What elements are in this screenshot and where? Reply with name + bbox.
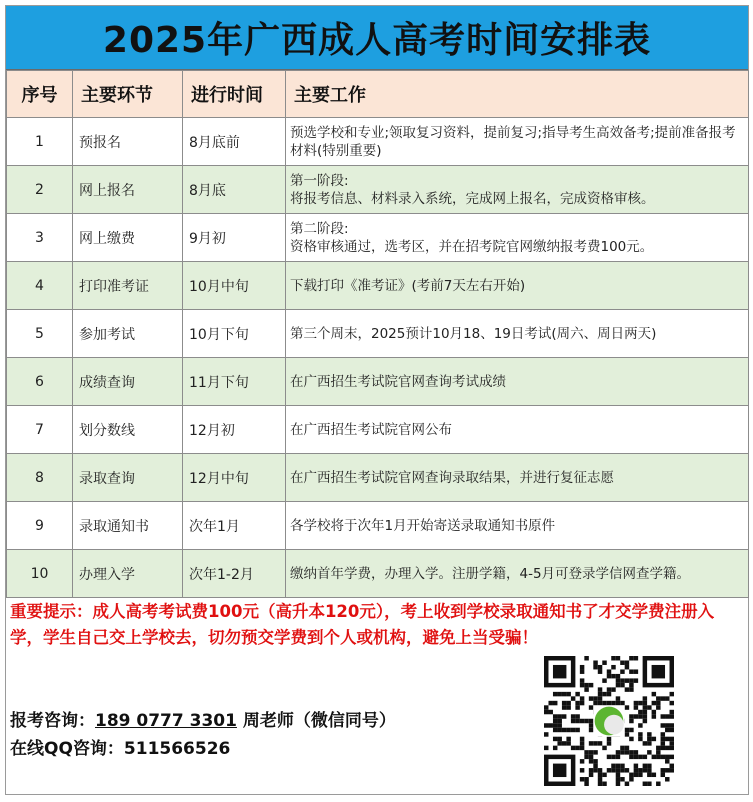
- row-no: 2: [7, 166, 73, 214]
- row-stage: 办理入学: [73, 550, 183, 598]
- row-no: 3: [7, 214, 73, 262]
- header-no: 序号: [7, 71, 73, 118]
- row-work: 在广西招生考试院官网查询录取结果，并进行复征志愿: [286, 454, 749, 502]
- row-work: 第一阶段: 将报考信息、材料录入系统，完成网上报名，完成资格审核。: [286, 166, 749, 214]
- page-title: 2025年广西成人高考时间安排表: [6, 6, 748, 70]
- important-notice: 重要提示：成人高考考试费100元（高升本120元），考上收到学校录取通知书了才交学费注册入学，学生自己交上学校去，切勿预交学费到个人或机构，避免上当受骗！: [10, 602, 715, 647]
- row-no: 10: [7, 550, 73, 598]
- row-work: 缴纳首年学费，办理入学。注册学籍，4-5月可登录学信网查学籍。: [286, 550, 749, 598]
- qq-contact: [10, 734, 230, 759]
- row-time: 11月下旬: [183, 358, 286, 406]
- table-row: [7, 166, 749, 214]
- row-no: 5: [7, 310, 73, 358]
- row-work: 预选学校和专业;领取复习资料，提前复习;指导考生高效备考;提前准备报考材料(特别重要): [286, 118, 749, 166]
- row-time: 次年1-2月: [183, 550, 286, 598]
- row-no: 6: [7, 358, 73, 406]
- table-row: [7, 310, 749, 358]
- table-row: [7, 358, 749, 406]
- header-time: 进行时间: [183, 71, 286, 118]
- row-work: 各学校将于次年1月开始寄送录取通知书原件: [286, 502, 749, 550]
- row-stage: 预报名: [73, 118, 183, 166]
- row-no: 8: [7, 454, 73, 502]
- row-stage: 打印准考证: [73, 262, 183, 310]
- row-stage: 网上缴费: [73, 214, 183, 262]
- row-time: 8月底前: [183, 118, 286, 166]
- table-row: [7, 214, 749, 262]
- row-work: 下载打印《准考证》(考前7天左右开始): [286, 262, 749, 310]
- row-no: 4: [7, 262, 73, 310]
- row-no: 9: [7, 502, 73, 550]
- row-stage: 参加考试: [73, 310, 183, 358]
- row-no: 1: [7, 118, 73, 166]
- row-stage: 成绩查询: [73, 358, 183, 406]
- row-time: 12月初: [183, 406, 286, 454]
- row-stage: 录取查询: [73, 454, 183, 502]
- header-work: 主要工作: [286, 71, 749, 118]
- table-row: [7, 550, 749, 598]
- row-stage: 划分数线: [73, 406, 183, 454]
- row-time: 10月中旬: [183, 262, 286, 310]
- schedule-table: [6, 70, 749, 598]
- row-time: 10月下旬: [183, 310, 286, 358]
- qq-label: 在线QQ咨询：: [10, 739, 124, 759]
- phone-number[interactable]: 189 0777 3301: [95, 711, 237, 731]
- row-time: 12月中旬: [183, 454, 286, 502]
- table-body: [7, 118, 749, 598]
- row-stage: 网上报名: [73, 166, 183, 214]
- table-row: [7, 118, 749, 166]
- wechat-qr-code-icon: [544, 656, 674, 786]
- phone-suffix: 周老师（微信同号）: [236, 711, 396, 731]
- table-row: [7, 406, 749, 454]
- table-row: [7, 262, 749, 310]
- row-work: 第二阶段: 资格审核通过，选考区，并在招考院官网缴纳报考费100元。: [286, 214, 749, 262]
- row-work: 在广西招生考试院官网公布: [286, 406, 749, 454]
- table-row: [7, 454, 749, 502]
- schedule-sheet: [5, 5, 749, 795]
- table-row: [7, 502, 749, 550]
- row-time: 9月初: [183, 214, 286, 262]
- phone-label: 报考咨询：: [10, 711, 95, 731]
- row-time: 8月底: [183, 166, 286, 214]
- row-no: 7: [7, 406, 73, 454]
- row-time: 次年1月: [183, 502, 286, 550]
- phone-contact: [10, 706, 396, 731]
- row-work: 第三个周末，2025预计10月18、19日考试(周六、周日两天): [286, 310, 749, 358]
- row-work: 在广西招生考试院官网查询考试成绩: [286, 358, 749, 406]
- row-stage: 录取通知书: [73, 502, 183, 550]
- table-header-row: [7, 71, 749, 118]
- qq-number[interactable]: 511566526: [123, 739, 231, 759]
- header-stage: 主要环节: [73, 71, 183, 118]
